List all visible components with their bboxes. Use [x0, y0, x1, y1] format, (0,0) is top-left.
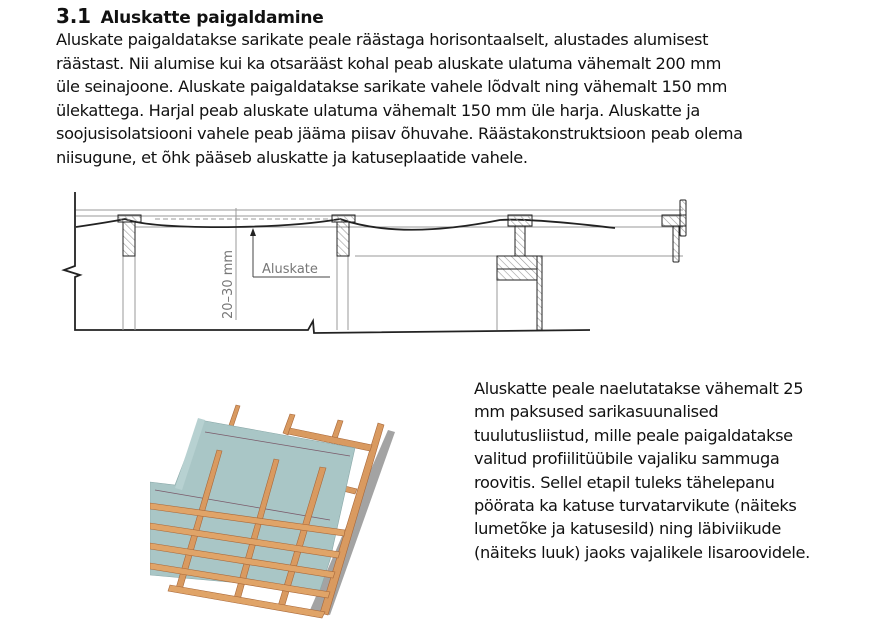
side-line: roovitis. Sellel etapil tuleks tähelepanu [474, 472, 775, 492]
side-line: Aluskatte peale naelutatakse vähemalt 25 [474, 379, 804, 398]
side-line: tuulutusliistud, mille peale paigaldatakse [474, 425, 793, 445]
battens [118, 215, 686, 226]
side-paragraph [474, 377, 874, 564]
side-line: valitud profiilitüübile vajaliku sammuga [474, 449, 780, 469]
callout-label: Aluskate [262, 262, 318, 277]
intro-line: üle seinajoone. Aluskate paigaldatakse sarikate vahele lõdvalt ning vähemalt 150 mm [56, 77, 728, 96]
side-line: (näiteks luuk) jaoks vajalikele lisaroovidele. [474, 542, 810, 562]
intro-line: räästast. Nii alumise kui ka otsarääst kohal peab aluskate ulatuma vähemalt 200 mm [56, 53, 722, 73]
intro-line: soojusisolatsiooni vahele peab jääma piisav õhuvahe. Räästakonstruktsioon peab olema [56, 124, 743, 143]
intro-line: ülekattega. Harjal peab aluskate ulatuma vähemalt 150 mm üle harja. Aluskatte ja [56, 100, 700, 120]
intro-line: niisugune, et õhk pääseb aluskatte ja katuseplaatide vahele. [56, 147, 528, 167]
dimension-label: 20–30 mm [221, 249, 236, 319]
section-number: 3.1 [56, 4, 91, 28]
intro-line: Aluskate paigaldatakse sarikate peale räästaga horisontaalselt, alustades alumisest [56, 30, 709, 49]
side-line: pöörata ka katuse turvatarvikute (näiteks [474, 496, 797, 516]
side-line: lumetõke ja katusesild) ning läbiviikude [474, 519, 781, 539]
arrow-head-icon [250, 228, 256, 236]
roof-battens-illustration [150, 390, 410, 620]
side-line: mm paksused sarikasuunalised [474, 402, 719, 422]
section-title: Aluskatte paigaldamine [100, 8, 324, 28]
